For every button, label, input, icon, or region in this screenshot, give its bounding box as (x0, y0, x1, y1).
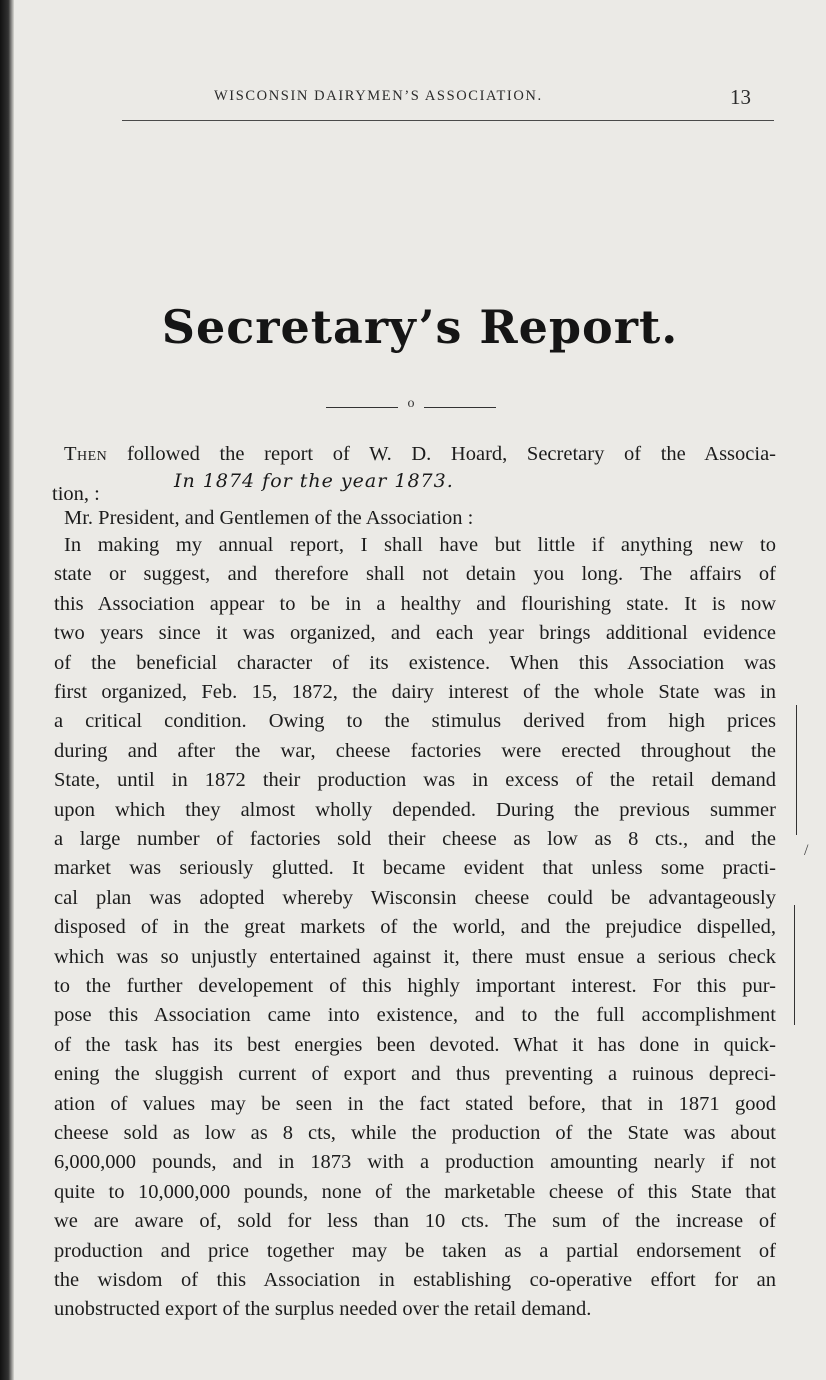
divider-line-right (424, 407, 496, 408)
body-line: which was so unjustly entertained against it, there must ensue a serious check (54, 945, 776, 968)
page-number: 13 (730, 85, 751, 109)
body-line: In making my annual report, I shall have but little if anything new to (64, 534, 776, 556)
body-line: a critical condition. Owing to the stimulus derived from high prices (54, 710, 776, 733)
intro-line-1 (64, 440, 776, 468)
body-line: 6,000,000 pounds, and in 1873 with a production amounting nearly if not (54, 1151, 776, 1174)
divider-mark: o (407, 396, 415, 411)
body-line: of the task has its best energies been devoted. What it has done in quick- (54, 1033, 776, 1056)
book-page (14, 0, 826, 1380)
body-line: quite to 10,000,000 pounds, none of the marketable cheese of this State that (54, 1180, 776, 1203)
body-line: cal plan was adopted whereby Wisconsin cheese could be advantageously (54, 886, 776, 909)
intro-line-1-text: followed the report of W. D. Hoard, Secretary of the Associa- (107, 443, 776, 465)
body-line: during and after the war, cheese factories were erected throughout the (54, 739, 776, 762)
handwritten-annotation: In 1874 for the year 1873. (174, 470, 454, 492)
body-line: unobstructed export of the surplus needed over the retail demand. (54, 1298, 592, 1321)
body-line: first organized, Feb. 15, 1872, the dairy interest of the whole State was in (54, 681, 776, 703)
body-line: cheese sold as low as 8 cts, while the production of the State was about (54, 1122, 776, 1144)
body-line: two years since it was organized, and each year brings additional evidence (54, 622, 776, 645)
body-line: disposed of in the great markets of the world, and the prejudice dispelled, (54, 916, 776, 939)
body-line: State, until in 1872 their production was in excess of the retail demand (54, 769, 776, 792)
body-line: of the beneficial character of its existence. When this Association was (54, 651, 776, 674)
body-line: ening the sluggish current of export and thus preventing a ruinous depreci- (54, 1063, 776, 1086)
body-line: market was seriously glutted. It became evident that unless some practi- (54, 857, 776, 880)
body-line: this Association appear to be in a healthy and flourishing state. It is now (54, 592, 776, 615)
ornamental-divider (326, 396, 496, 414)
body-line: ation of values may be seen in the fact stated before, that in 1871 good (54, 1092, 776, 1115)
running-head-title: WISCONSIN DAIRYMEN’S ASSOCIATION. (214, 88, 543, 104)
body-line: upon which they almost wholly depended. During the previous summer (54, 798, 776, 821)
intro-smallcaps-word: Then (64, 443, 108, 465)
salutation: Mr. President, and Gentlemen of the Association : (64, 507, 474, 529)
body-line: state or suggest, and therefore shall not detain you long. The affairs of (54, 563, 776, 586)
body-line: the wisdom of this Association in establishing co-operative effort for an (54, 1269, 776, 1291)
body-line: we are aware of, sold for less than 10 cts. The sum of the increase of (54, 1210, 776, 1233)
running-head (14, 85, 826, 112)
header-rule (122, 120, 774, 121)
body-line: a large number of factories sold their cheese as low as 8 cts., and the (54, 828, 776, 850)
body-line: production and price together may be taken as a partial endorsement of (54, 1239, 776, 1262)
body-line: to the further developement of this highly important interest. For this pur- (54, 975, 776, 997)
body-line: pose this Association came into existence, and to the full accomplishment (54, 1004, 776, 1027)
section-heading: Secretary’s Report. (161, 300, 679, 354)
book-gutter-edge (0, 0, 14, 1380)
margin-bracket-2 (794, 905, 795, 1025)
margin-bracket-1 (796, 705, 797, 835)
intro-line-2: tion, : (52, 483, 100, 505)
margin-slash-mark: / (804, 842, 809, 859)
divider-line-left (326, 407, 398, 408)
